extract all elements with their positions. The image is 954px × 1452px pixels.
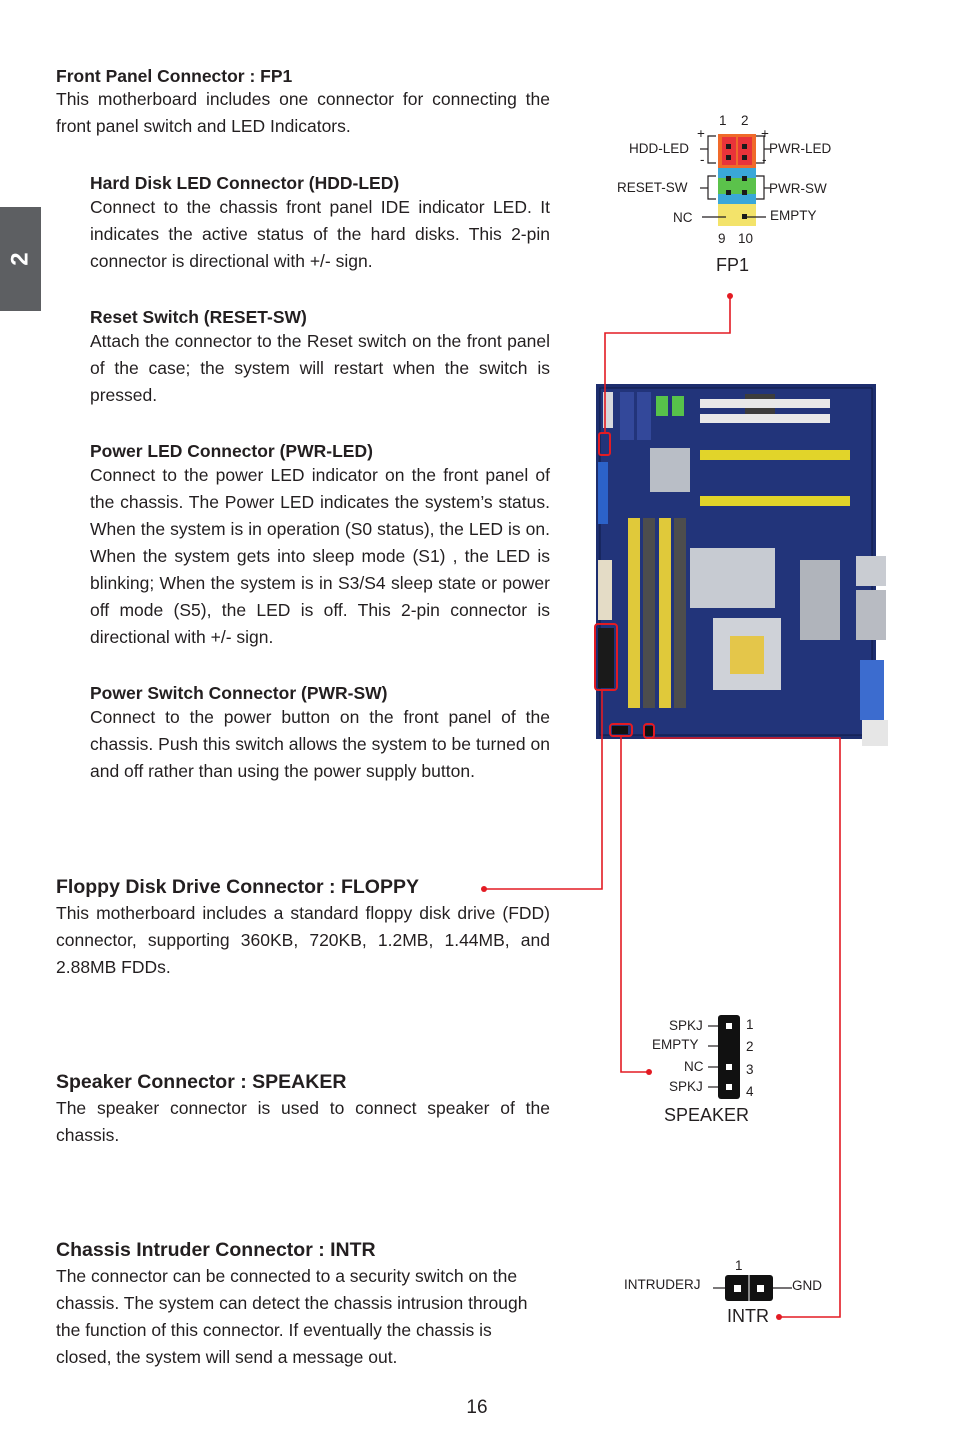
hdd-led-title: Hard Disk LED Connector (HDD-LED) xyxy=(90,173,400,193)
hdd-led-label: HDD-LED xyxy=(629,141,690,156)
fp1-pin-10: 10 xyxy=(738,231,754,246)
speaker-pin-number-2: 2 xyxy=(746,1039,754,1054)
speaker-pin-label-1: SPKJ xyxy=(669,1018,703,1033)
intr-connector xyxy=(713,1275,792,1301)
speaker-pin-label-2: EMPTY xyxy=(652,1037,699,1052)
pwr-led-label: PWR-LED xyxy=(769,141,832,156)
reset-sw-title: Reset Switch (RESET-SW) xyxy=(90,307,307,327)
floppy-text: This motherboard includes a standard floppy disk drive (FDD) connector, supporting 360KB, 720KB, 1.2MB, 1.44MB, and 2.88MB FDDs. xyxy=(56,903,550,977)
intr-caption: INTR xyxy=(727,1306,769,1326)
speaker-caption: SPEAKER xyxy=(664,1105,750,1125)
fp1-minus-right: - xyxy=(762,152,767,167)
pwr-led-title: Power LED Connector (PWR-LED) xyxy=(90,441,373,461)
pwr-sw-label: PWR-SW xyxy=(769,181,827,196)
hdd-led-text: Connect to the chassis front panel IDE indicator LED. It indicates the active status of the hard disks. This 2-pin connector is directional with +/- sign. xyxy=(90,197,550,271)
reset-sw-text: Attach the connector to the Reset switch on the front panel of the case; the system will restart when the switch is pressed. xyxy=(90,331,550,405)
nc-label: NC xyxy=(673,210,693,225)
speaker-pin-number-4: 4 xyxy=(746,1084,754,1099)
fp1-connector xyxy=(700,134,770,226)
fp1-minus-left: - xyxy=(700,152,705,167)
fp1-plus-right: + xyxy=(761,126,769,141)
reset-sw-label: RESET-SW xyxy=(617,180,688,195)
intr-pin-1: 1 xyxy=(735,1258,743,1273)
pwr-sw-text: Connect to the power button on the front panel of the chassis. Push this switch allows the system to be turned on and off rather than using the power supply button. xyxy=(90,707,550,781)
motherboard-image xyxy=(596,384,888,746)
fp1-heading: Front Panel Connector : FP1 xyxy=(56,66,293,86)
fp1-plus-left: + xyxy=(697,126,705,141)
speaker-heading: Speaker Connector : SPEAKER xyxy=(56,1071,347,1093)
floppy-heading: Floppy Disk Drive Connector : FLOPPY xyxy=(56,876,419,898)
intruderj-label: INTRUDERJ xyxy=(624,1277,701,1292)
fp1-pin-2: 2 xyxy=(741,113,749,128)
page-number: 16 xyxy=(466,1397,488,1418)
fp1-pin-1: 1 xyxy=(719,113,727,128)
pwr-sw-title: Power Switch Connector (PWR-SW) xyxy=(90,683,388,703)
speaker-pin-label-4: SPKJ xyxy=(669,1079,703,1094)
speaker-pin-label-3: NC xyxy=(684,1059,704,1074)
empty-label: EMPTY xyxy=(770,208,817,223)
speaker-pin-number-3: 3 xyxy=(746,1062,754,1077)
fp1-intro: This motherboard includes one connector for connecting the front panel switch and LED Indicators. xyxy=(56,89,550,136)
chapter-number: 2 xyxy=(6,252,34,266)
fp1-pin-9: 9 xyxy=(718,231,726,246)
speaker-pin-number-1: 1 xyxy=(746,1017,754,1032)
intr-heading: Chassis Intruder Connector : INTR xyxy=(56,1239,376,1261)
fp1-caption: FP1 xyxy=(716,255,750,275)
intr-text: The connector can be connected to a security switch on the chassis. The system can detect the chassis intrusion through the function of this connector. If eventually the chassis is closed, the system will send a message out. xyxy=(56,1266,528,1367)
gnd-label: GND xyxy=(792,1278,822,1293)
speaker-text: The speaker connector is used to connect speaker of the chassis. xyxy=(56,1098,550,1145)
speaker-connector xyxy=(708,1015,740,1099)
pwr-led-text: Connect to the power LED indicator on the front panel of the chassis. The Power LED indicates the system’s status. When the system is in operation (S0 status), the LED is on. When the system gets into sleep mode (S1) , the LED is blinking; When the system is in S3/S4 sleep state or power off mode (S5), the LED is off. This 2-pin connector is directional with +/- sign. xyxy=(90,465,550,647)
